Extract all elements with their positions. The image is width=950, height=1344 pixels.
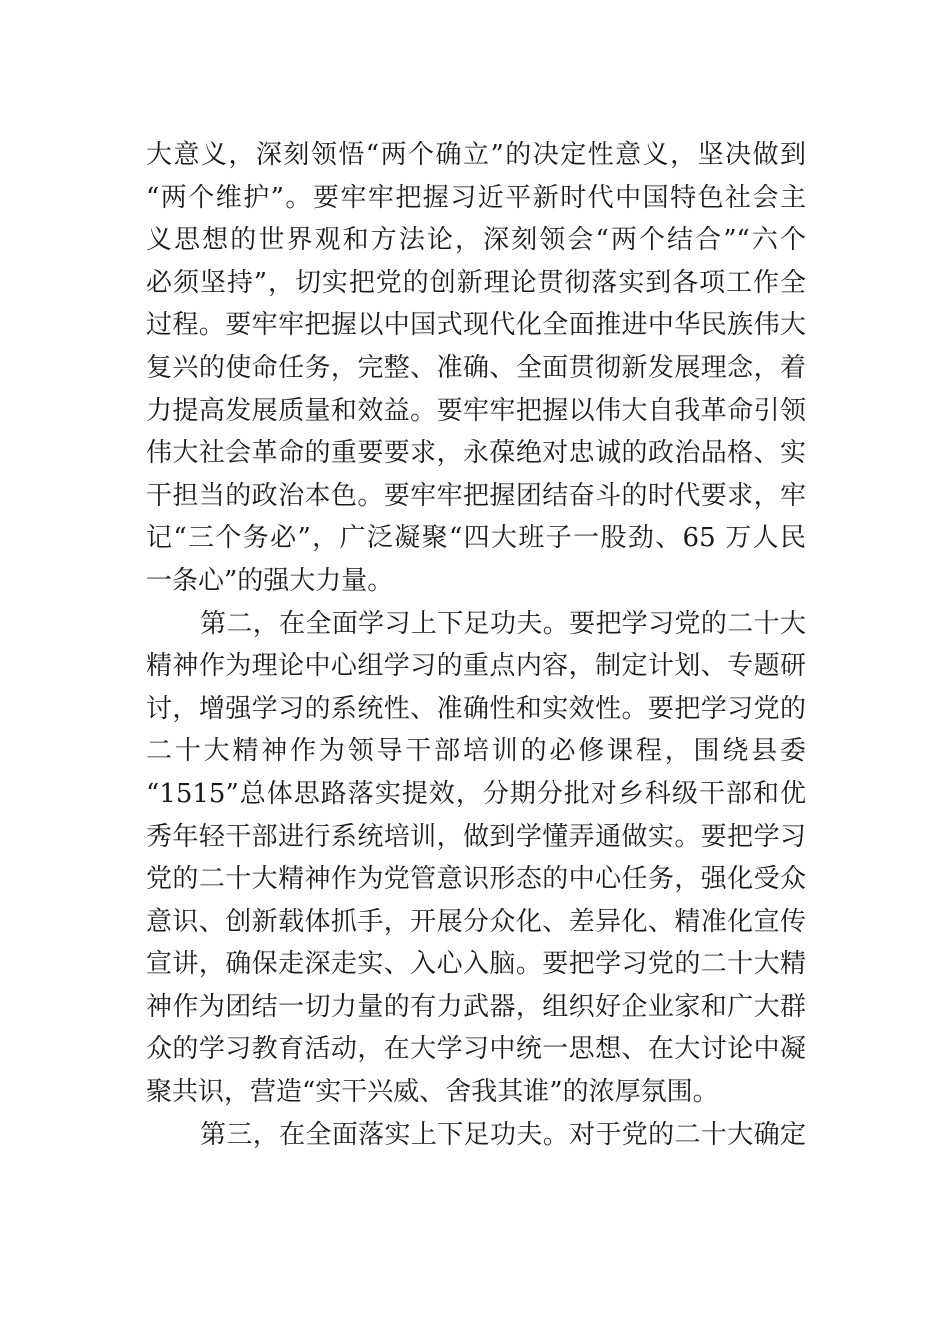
text-line: 复兴的使命任务，完整、准确、全面贯彻新发展理念，着 xyxy=(146,352,806,383)
text-line: “两个维护”。要牢牢把握习近平新时代中国特色社会主 xyxy=(146,182,806,213)
text-line: 义思想的世界观和方法论，深刻领会“两个结合”“六个 xyxy=(146,225,806,256)
text-line: 意识、创新载体抓手，开展分众化、差异化、精准化宣传 xyxy=(146,906,806,937)
text-line: 过程。要牢牢把握以中国式现代化全面推进中华民族伟大 xyxy=(146,310,806,341)
text-line: 神作为团结一切力量的有力武器，组织好企业家和广大群 xyxy=(146,991,806,1022)
text-line: 干担当的政治本色。要牢牢把握团结奋斗的时代要求，牢 xyxy=(146,480,806,511)
text-line: 聚共识，营造“实干兴威、舍我其谁”的浓厚氛围。 xyxy=(146,1077,719,1108)
text-line: 宣讲，确保走深走实、入心入脑。要把学习党的二十大精 xyxy=(146,949,806,980)
paragraph-first-line: 第三，在全面落实上下足功夫。对于党的二十大确定 xyxy=(200,1119,806,1150)
text-line: 必须坚持”，切实把党的创新理论贯彻落实到各项工作全 xyxy=(146,267,806,298)
text-line: 精神作为理论中心组学习的重点内容，制定计划、专题研 xyxy=(146,651,806,682)
text-line: 党的二十大精神作为党管意识形态的中心任务，强化受众 xyxy=(146,864,806,895)
text-line: 讨，增强学习的系统性、准确性和实效性。要把学习党的 xyxy=(146,693,806,724)
text-line: “1515”总体思路落实提效，分期分批对乡科级干部和优 xyxy=(146,778,806,809)
text-line: 二十大精神作为领导干部培训的必修课程，围绕县委 xyxy=(146,736,806,767)
text-line: 伟大社会革命的重要要求，永葆绝对忠诚的政治品格、实 xyxy=(146,438,806,469)
text-line: 一条心”的强大力量。 xyxy=(146,565,394,596)
document-body-text xyxy=(146,134,806,1156)
text-line: 秀年轻干部进行系统培训，做到学懂弄通做实。要把学习 xyxy=(146,821,806,852)
text-line: 大意义，深刻领悟“两个确立”的决定性意义，坚决做到 xyxy=(146,140,806,170)
paragraph-first-line: 第二，在全面学习上下足功夫。要把学习党的二十大 xyxy=(200,608,806,639)
text-line: 力提高发展质量和效益。要牢牢把握以伟大自我革命引领 xyxy=(146,395,806,426)
text-line: 众的学习教育活动，在大学习中统一思想、在大讨论中凝 xyxy=(146,1034,806,1065)
text-line: 记“三个务必”，广泛凝聚“四大班子一股劲、65 万人民 xyxy=(146,523,806,554)
